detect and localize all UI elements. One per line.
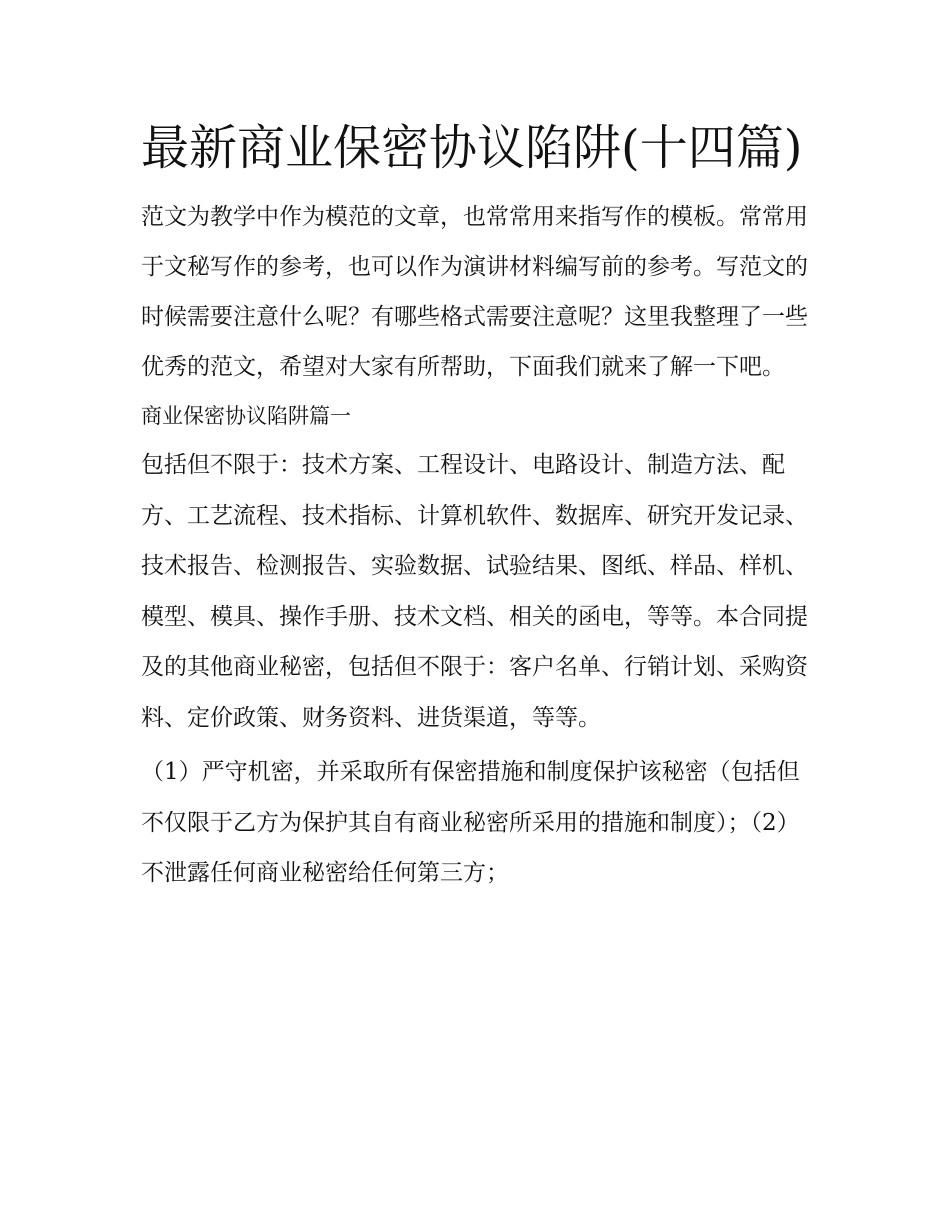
section-heading: 商业保密协议陷阱篇一 xyxy=(141,404,351,428)
intro-paragraph: 范文为教学中作为模范的文章，也常常用来指写作的模板。常常用于文秘写作的参考，也可以作为演讲材料编写前的参考。写范文的时候需要注意什么呢？有哪些格式需要注意呢？这里我整理了一些优秀的范文，希望对大家有所帮助，下面我们就来了解一下吧。 xyxy=(141,204,808,380)
body-paragraph-scope: 包括但不限于：技术方案、工程设计、电路设计、制造方法、配方、工艺流程、技术指标、计算机软件、数据库、研究开发记录、技术报告、检测报告、实验数据、试验结果、图纸、样品、样机、模型、模具、操作手册、技术文档、相关的函电，等等。本合同提及的其他商业秘密，包括但不限于：客户名单、行销计划、采购资料、定价政策、财务资料、进货渠道，等等。 xyxy=(141,452,808,731)
document-title: 最新商业保密协议陷阱(十四篇) xyxy=(141,120,803,176)
body-paragraph-obligations: （1）严守机密，并采取所有保密措施和制度保护该秘密（包括但不仅限于乙方为保护其自有商业秘密所采用的措施和制度）；（2）不泄露任何商业秘密给任何第三方； xyxy=(141,759,800,886)
document-body xyxy=(141,112,813,899)
